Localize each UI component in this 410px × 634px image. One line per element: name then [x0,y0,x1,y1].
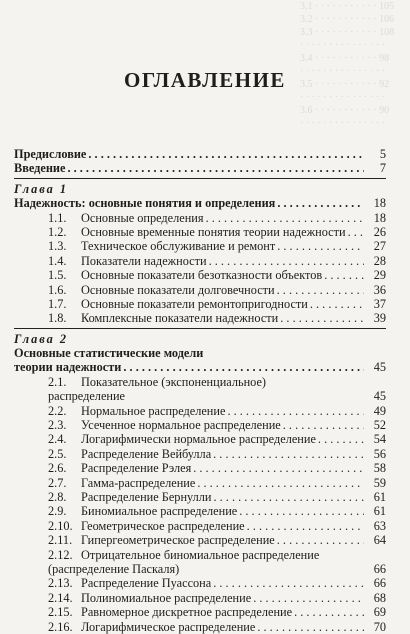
entry-number: 2.7. [48,475,67,490]
toc-entry[interactable] [14,519,386,533]
toc-entry[interactable] [14,476,386,490]
entry-number: 2.12. [48,547,73,562]
entry-page: 69 [373,605,386,620]
entry-text: Основные показатели долговечности [81,282,275,297]
entry-text: Гамма-распределение [81,475,196,490]
toc-entry[interactable] [14,605,386,619]
entry-page: 18 [373,210,386,225]
toc-entry[interactable] [14,490,386,504]
toc-entry[interactable] [14,297,386,311]
entry-text: Основные показатели безотказности объектов [81,268,323,283]
entry-page: 70 [373,619,386,634]
toc-entry[interactable] [14,254,386,268]
entry-text: распределение [48,389,126,404]
entry-page: 54 [373,432,386,447]
entry-page: 61 [373,489,386,504]
entry-label: теории надежности . . . [14,360,364,374]
entry-page: 5 [379,147,386,161]
toc-entry[interactable] [14,311,386,325]
entry-number: 2.1. [48,374,67,389]
toc-entry[interactable] [14,239,386,253]
entry-number: 1.8. [48,311,67,326]
entry-number: 2.6. [48,461,67,476]
entry-page: 68 [373,590,386,605]
entry-page: 63 [373,518,386,533]
entry-text: Геометрическое распределение [81,518,245,533]
toc-entry[interactable] [14,268,386,282]
chapter-divider [14,178,386,180]
toc-entry[interactable] [14,432,386,446]
entry-text: Основные показатели ремонтопригодности [81,296,308,311]
entry-text: Гипергеометрическое распределение [81,533,275,548]
toc-entry[interactable] [14,504,386,518]
entry-number: 1.7. [48,296,67,311]
entry-number: 2.14. [48,590,73,605]
toc-entry[interactable] [14,375,386,389]
entry-page: 37 [373,296,386,311]
entry-text: Распределение Рэлея [81,461,192,476]
toc-entry[interactable] [14,418,386,432]
entry-page: 52 [373,418,386,433]
toc-entry-continuation[interactable] [14,389,386,403]
entry-number: 2.2. [48,403,67,418]
entry-page: 29 [373,268,386,283]
toc-entry[interactable] [14,211,386,225]
entry-label: Основные статистические модели [14,346,204,361]
entry-number: 2.9. [48,504,67,519]
entry-text: Полиномиальное распределение [81,590,252,605]
table-of-contents [14,147,386,634]
entry-number: 2.3. [48,418,67,433]
entry-page: 45 [373,389,386,404]
entry-number: 2.4. [48,432,67,447]
chapter-divider [14,328,386,330]
entry-number: 2.8. [48,489,67,504]
entry-page: 61 [373,504,386,519]
entry-number: 1.3. [48,239,67,254]
toc-entry[interactable] [14,620,386,634]
toc-entry[interactable] [14,576,386,590]
toc-entry[interactable] [14,404,386,418]
toc-entry-preface[interactable] [14,147,386,161]
bleed-through-texture: 3.1 · · · · · · · · · · · 105 3.2 · · · · · · · · · · · 106 3.3 · · · · · · · · · · · 108 · · · · · · · · · · · · · · · 3.4 · · · · · · · · · · · 98 · · · · · · · · · · · · · · · 3.5 · · · · · · · · · · · 92 · · · · · · · · · · · · · · · 3.6 · · · · · · · · · · · 90 · · · · · · · · · · · · · · · [300,1,395,129]
entry-label: Надежность: основные понятия и определения . . . [14,196,364,210]
entry-page: 7 [379,161,386,176]
toc-entry-introduction[interactable] [14,161,386,175]
chapter-2-label: Глава 2 [14,331,69,346]
entry-number: 2.16. [48,619,73,634]
toc-entry[interactable] [14,461,386,475]
entry-number: 1.4. [48,253,67,268]
toc-entry-continuation[interactable] [14,562,386,576]
entry-text: Распределение Пуассона [81,576,212,591]
entry-text: Показательное (экспоненциальное) [81,374,267,389]
entry-label: Предисловие . . . [14,147,364,161]
entry-page: 66 [373,576,386,591]
entry-text: Техническое обслуживание и ремонт [81,239,276,254]
entry-page: 56 [373,446,386,461]
toc-entry[interactable] [14,225,386,239]
entry-text: (распределение Паскаля) [48,561,180,576]
entry-page: 36 [373,282,386,297]
entry-page: 26 [373,224,386,239]
entry-text: Основные определения [81,210,204,225]
entry-number: 2.10. [48,518,73,533]
entry-text: Биномиальное распределение [81,504,238,519]
entry-number: 2.11. [48,533,73,548]
toc-entry-chapter-2-title-line2[interactable] [14,360,386,374]
toc-entry[interactable] [14,447,386,461]
entry-number: 2.15. [48,605,73,620]
chapter-1-label: Глава 1 [14,181,69,196]
entry-text: Нормальное распределение [81,403,226,418]
entry-text: Усеченное нормальное распределение [81,418,281,433]
entry-text: Показатели надежности [81,253,207,268]
entry-number: 2.5. [48,446,67,461]
entry-number: 1.5. [48,268,67,283]
toc-entry[interactable] [14,548,386,562]
entry-text: Логарифмически нормальное распределение [81,432,316,447]
entry-text: Основные временные понятия теории надежности [81,224,346,239]
toc-entry[interactable] [14,283,386,297]
entry-text: Равномерное дискретное распределение [81,605,293,620]
entry-number: 1.1. [48,210,67,225]
entry-page: 45 [373,360,386,375]
entry-page: 39 [373,311,386,326]
toc-entry[interactable] [14,533,386,547]
toc-entry[interactable] [14,591,386,605]
entry-page: 49 [373,403,386,418]
entry-number: 1.6. [48,282,67,297]
entry-text: Комплексные показатели надежности [81,311,279,326]
page-title: ОГЛАВЛЕНИЕ [124,68,286,92]
entry-number: 1.2. [48,224,67,239]
entry-text: Логарифмическое распределение [81,619,256,634]
entry-page: 27 [373,239,386,254]
entry-page: 66 [373,561,386,576]
toc-entry-chapter-1-title[interactable] [14,196,386,210]
entry-page: 58 [373,461,386,476]
entry-page: 59 [373,475,386,490]
entry-text: Распределение Бернулли [81,489,212,504]
entry-label: Введение . . . [14,161,364,175]
entry-text: Распределение Вейбулла [81,446,212,461]
entry-text: Отрицательное биномиальное распределение [81,547,320,562]
entry-page: 28 [373,253,386,268]
entry-page: 64 [373,533,386,548]
toc-entry-chapter-2-title-line1[interactable] [14,346,386,360]
entry-number: 2.13. [48,576,73,591]
entry-page: 18 [373,196,386,211]
